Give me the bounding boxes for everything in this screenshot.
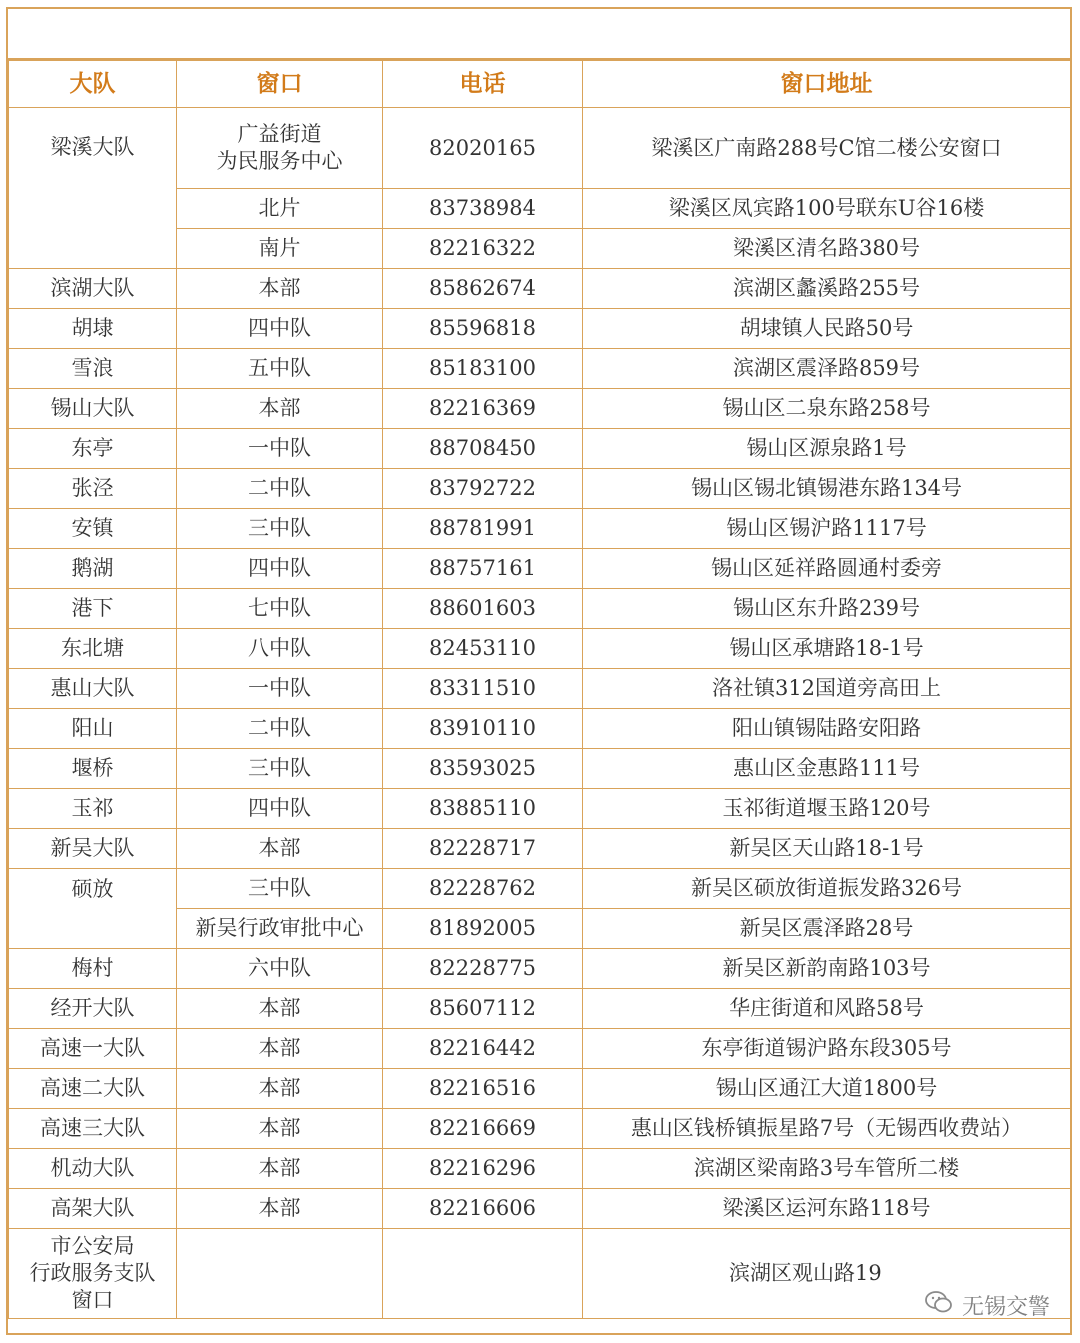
phone-cell: 82216296 (383, 1149, 583, 1189)
window-cell: 新吴行政审批中心 (177, 909, 383, 949)
phone-cell: 82216442 (383, 1029, 583, 1069)
team-cell: 阳山 (9, 709, 177, 749)
phone-cell: 82216669 (383, 1109, 583, 1149)
table-row (9, 949, 1071, 989)
phone-cell: 81892005 (383, 909, 583, 949)
address-cell: 玉祁街道堰玉路120号 (583, 789, 1071, 829)
address-cell: 锡山区源泉路1号 (583, 429, 1071, 469)
table-row (9, 829, 1071, 869)
address-cell: 梁溪区广南路288号C馆二楼公安窗口 (583, 108, 1071, 189)
phone-cell: 85183100 (383, 349, 583, 389)
team-cell: 机动大队 (9, 1149, 177, 1189)
table-row (9, 309, 1071, 349)
window-cell: 本部 (177, 829, 383, 869)
address-cell: 新吴区震泽路28号 (583, 909, 1071, 949)
phone-cell (383, 1229, 583, 1319)
team-cell: 港下 (9, 589, 177, 629)
window-cell: 本部 (177, 1149, 383, 1189)
window-cell: 本部 (177, 1189, 383, 1229)
window-cell: 本部 (177, 389, 383, 429)
table-row (9, 869, 1071, 909)
phone-cell: 82020165 (383, 108, 583, 189)
team-cell: 高速二大队 (9, 1069, 177, 1109)
table-row (9, 749, 1071, 789)
team-cell: 新吴大队 (9, 829, 177, 869)
table-row (9, 709, 1071, 749)
address-cell: 梁溪区凤宾路100号联东U谷16楼 (583, 189, 1071, 229)
window-cell: 八中队 (177, 629, 383, 669)
window-cell: 南片 (177, 229, 383, 269)
table-row (9, 629, 1071, 669)
phone-cell: 85596818 (383, 309, 583, 349)
address-cell: 滨湖区震泽路859号 (583, 349, 1071, 389)
table-row (9, 1069, 1071, 1109)
table-frame (6, 7, 1072, 1335)
phone-cell: 82228775 (383, 949, 583, 989)
phone-cell: 83738984 (383, 189, 583, 229)
team-cell: 东亭 (9, 429, 177, 469)
table-row (9, 389, 1071, 429)
address-cell: 华庄街道和风路58号 (583, 989, 1071, 1029)
office-table (8, 60, 1071, 1319)
header-row (9, 61, 1071, 108)
team-cell: 市公安局 行政服务支队 窗口 (9, 1229, 177, 1319)
window-cell: 七中队 (177, 589, 383, 629)
address-cell: 锡山区二泉东路258号 (583, 389, 1071, 429)
team-cell: 张泾 (9, 469, 177, 509)
phone-cell: 82216322 (383, 229, 583, 269)
team-cell: 硕放 (9, 869, 177, 949)
watermark-text: 无锡交警 (961, 1294, 1050, 1320)
header-team: 大队 (9, 61, 177, 108)
team-cell: 滨湖大队 (9, 269, 177, 309)
team-cell: 玉祁 (9, 789, 177, 829)
phone-cell: 85862674 (383, 269, 583, 309)
watermark (924, 1289, 1050, 1321)
phone-cell: 82228717 (383, 829, 583, 869)
phone-cell: 88757161 (383, 549, 583, 589)
window-cell: 四中队 (177, 309, 383, 349)
address-cell: 锡山区承塘路18-1号 (583, 629, 1071, 669)
phone-cell: 83885110 (383, 789, 583, 829)
address-cell: 洛社镇312国道旁高田上 (583, 669, 1071, 709)
team-cell: 锡山大队 (9, 389, 177, 429)
window-cell: 六中队 (177, 949, 383, 989)
table-row (9, 1189, 1071, 1229)
address-cell: 锡山区东升路239号 (583, 589, 1071, 629)
phone-cell: 88708450 (383, 429, 583, 469)
window-cell: 三中队 (177, 509, 383, 549)
address-cell: 新吴区天山路18-1号 (583, 829, 1071, 869)
address-cell: 锡山区锡北镇锡港东路134号 (583, 469, 1071, 509)
phone-cell: 88781991 (383, 509, 583, 549)
window-cell: 广益街道 为民服务中心 (177, 108, 383, 189)
table-row (9, 509, 1071, 549)
team-cell: 胡埭 (9, 309, 177, 349)
address-cell: 惠山区钱桥镇振星路7号（无锡西收费站） (583, 1109, 1071, 1149)
title-band (8, 9, 1070, 60)
team-cell: 梁溪大队 (9, 108, 177, 269)
address-cell: 滨湖区蠡溪路255号 (583, 269, 1071, 309)
window-cell: 本部 (177, 269, 383, 309)
phone-cell: 88601603 (383, 589, 583, 629)
team-cell: 高速三大队 (9, 1109, 177, 1149)
window-cell: 二中队 (177, 709, 383, 749)
phone-cell: 85607112 (383, 989, 583, 1029)
window-cell: 四中队 (177, 789, 383, 829)
address-cell: 东亭街道锡沪路东段305号 (583, 1029, 1071, 1069)
table-row (9, 349, 1071, 389)
phone-cell: 83792722 (383, 469, 583, 509)
address-cell: 滨湖区梁南路3号车管所二楼 (583, 1149, 1071, 1189)
window-cell: 本部 (177, 1109, 383, 1149)
wechat-icon (924, 1289, 954, 1321)
table-row (9, 1149, 1071, 1189)
team-cell: 安镇 (9, 509, 177, 549)
address-cell: 锡山区延祥路圆通村委旁 (583, 549, 1071, 589)
table-row (9, 1229, 1071, 1319)
team-cell: 堰桥 (9, 749, 177, 789)
address-cell: 滨湖区观山路19 (583, 1229, 1071, 1319)
team-cell: 高架大队 (9, 1189, 177, 1229)
header-address: 窗口地址 (583, 61, 1071, 108)
window-cell: 北片 (177, 189, 383, 229)
phone-cell: 82228762 (383, 869, 583, 909)
table-row (9, 789, 1071, 829)
table-row (9, 429, 1071, 469)
phone-cell: 82216369 (383, 389, 583, 429)
window-cell: 三中队 (177, 869, 383, 909)
table-row (9, 108, 1071, 189)
address-cell: 新吴区硕放街道振发路326号 (583, 869, 1071, 909)
phone-cell: 82453110 (383, 629, 583, 669)
window-cell: 一中队 (177, 669, 383, 709)
table-row (9, 469, 1071, 509)
address-cell: 梁溪区运河东路118号 (583, 1189, 1071, 1229)
table-row (9, 549, 1071, 589)
team-cell: 东北塘 (9, 629, 177, 669)
team-cell: 鹅湖 (9, 549, 177, 589)
phone-cell: 83910110 (383, 709, 583, 749)
address-cell: 锡山区锡沪路1117号 (583, 509, 1071, 549)
team-cell: 雪浪 (9, 349, 177, 389)
address-cell: 胡埭镇人民路50号 (583, 309, 1071, 349)
team-cell: 惠山大队 (9, 669, 177, 709)
table-row (9, 1029, 1071, 1069)
address-cell: 锡山区通江大道1800号 (583, 1069, 1071, 1109)
window-cell: 本部 (177, 1069, 383, 1109)
table-row (9, 1109, 1071, 1149)
address-cell: 阳山镇锡陆路安阳路 (583, 709, 1071, 749)
header-phone: 电话 (383, 61, 583, 108)
phone-cell: 82216516 (383, 1069, 583, 1109)
address-cell: 新吴区新韵南路103号 (583, 949, 1071, 989)
window-cell (177, 1229, 383, 1319)
phone-cell: 82216606 (383, 1189, 583, 1229)
table-row (9, 989, 1071, 1029)
window-cell: 本部 (177, 989, 383, 1029)
phone-cell: 83311510 (383, 669, 583, 709)
phone-cell: 83593025 (383, 749, 583, 789)
window-cell: 五中队 (177, 349, 383, 389)
window-cell: 本部 (177, 1029, 383, 1069)
header-window: 窗口 (177, 61, 383, 108)
table-row (9, 589, 1071, 629)
team-cell: 梅村 (9, 949, 177, 989)
window-cell: 四中队 (177, 549, 383, 589)
table-row (9, 269, 1071, 309)
team-cell: 经开大队 (9, 989, 177, 1029)
address-cell: 梁溪区清名路380号 (583, 229, 1071, 269)
window-cell: 二中队 (177, 469, 383, 509)
window-cell: 三中队 (177, 749, 383, 789)
address-cell: 惠山区金惠路111号 (583, 749, 1071, 789)
table-row (9, 669, 1071, 709)
window-cell: 一中队 (177, 429, 383, 469)
team-cell: 高速一大队 (9, 1029, 177, 1069)
